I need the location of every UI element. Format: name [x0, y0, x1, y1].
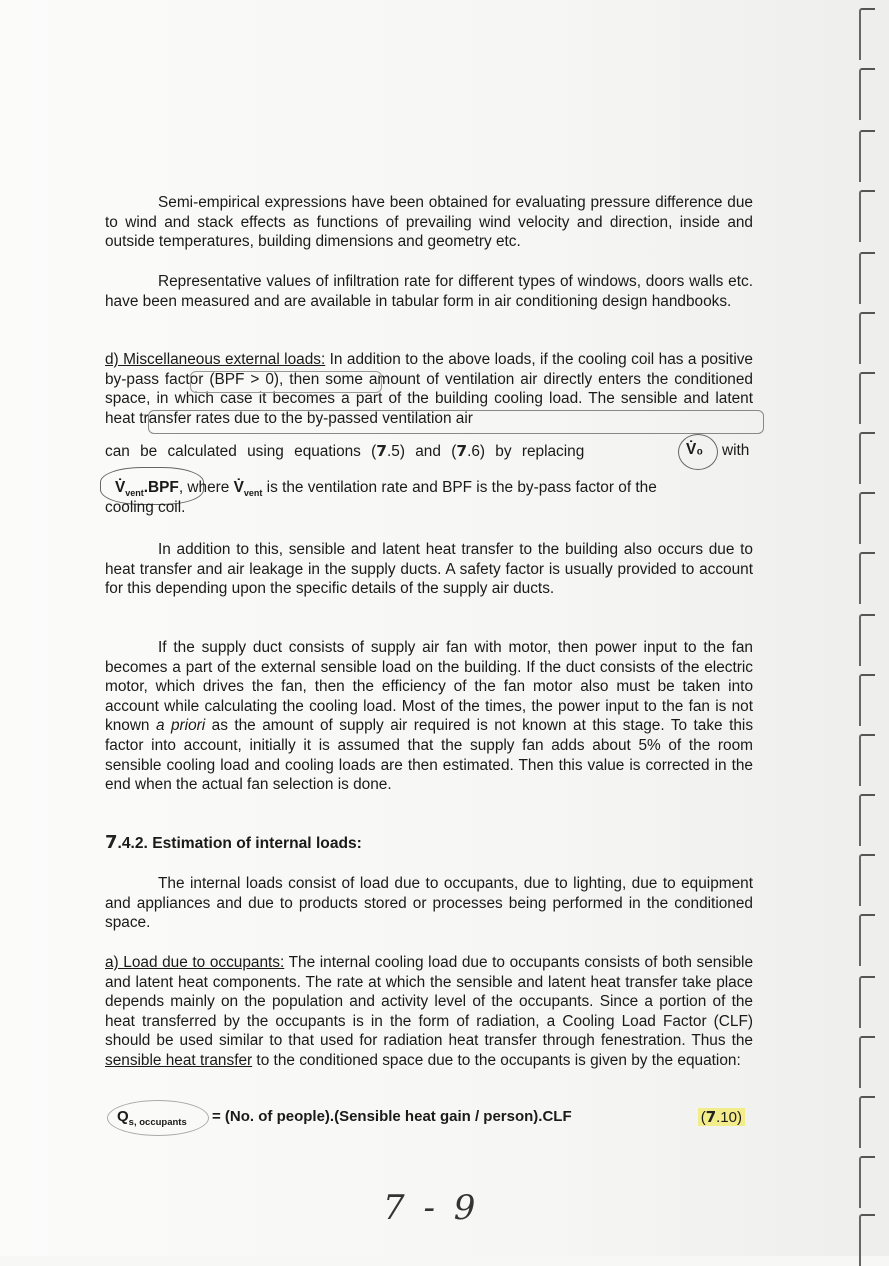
paragraph-supply-fan: If the supply duct consists of supply air fan with motor, then power input to the fan becomes a part of the external sensible load on the building. If the duct consists of the electric motor, which drives the fan, then the efficiency of the fan motor also must be taken into account while calculating the cooling load. Most of the times, the power input to the fan is not known a priori as the amount of supply air required is not known at this stage. To take this factor into account, initially it is assumed that the supply fan adds about 5% of the room sensible cooling load and cooling loads are then estimated. Then this value is corrected in the end when the actual fan selection is done. — [105, 639, 754, 794]
binder-holes — [855, 0, 875, 1256]
binder-mark — [859, 372, 875, 424]
binder-mark — [859, 734, 875, 786]
eq-ref-text-c: .6) by replacing — [467, 443, 585, 460]
sensible-heat-transfer-underlined: sensible heat transfer — [105, 1051, 253, 1069]
binder-mark — [859, 1156, 875, 1208]
paragraph-internal-loads: The internal loads consist of load due to occupants, due to lighting, due to equipment and appliances and due to products stored or processes being performed in the conditioned space. — [105, 875, 753, 932]
eq-ref-handwritten-7a: 7 — [376, 442, 388, 460]
equation-reference-line — [105, 442, 753, 462]
binder-mark — [859, 68, 875, 120]
binder-mark — [859, 432, 875, 484]
section-heading-internal-loads: 7.4.2. Estimation of internal loads: — [105, 832, 362, 853]
eq-ref-text-a: can be calculated using equations ( — [105, 443, 377, 460]
binder-mark — [859, 794, 875, 846]
where-text: , where — [178, 479, 230, 496]
binder-mark — [859, 674, 875, 726]
bpf-symbol: .BPF — [143, 479, 179, 496]
a-priori-italic: a priori — [155, 717, 206, 735]
binder-mark — [859, 1036, 875, 1088]
equation-number: (7.10) — [698, 1108, 745, 1126]
paragraph-wind-stack: Semi-empirical expressions have been obtained for evaluating pressure difference due to wind and stack effects as functions of prevailing wind velocity and direction, inside and outside temperatures, building dimensions and geometry etc. — [105, 194, 753, 251]
binder-mark — [859, 1096, 875, 1148]
with-word: with — [722, 442, 750, 459]
paragraph-infiltration-values: Representative values of infiltration rate for different types of windows, doors walls etc. have been measured and are available in tabular form in air conditioning design handbooks. — [105, 273, 753, 310]
paragraph-duct-leakage: In addition to this, sensible and latent heat transfer to the building also occurs due to heat transfer and air leakage in the supply ducts. A safety factor is usually provided to account for this depending upon the specific details of the supply air ducts. — [105, 541, 753, 598]
binder-mark — [859, 190, 875, 242]
binder-mark — [859, 614, 875, 666]
v0-symbol: V̇₀ — [686, 441, 704, 458]
misc-loads-body: In addition to the above loads, if the cooling coil has a positive by-pass factor (BPF > 0), then some amount of ventilation air directly enters the conditioned space, in which case it becomes a part of the building cooling load. The sensible and latent heat transfer rates due to the by-passed ventilation air — [105, 351, 753, 427]
binder-mark — [859, 492, 875, 544]
vvent-symbol: $V̇_{vent}$ — [115, 479, 144, 499]
equation-occupant-sensible — [105, 1106, 755, 1136]
sensible-latent-annotation-box — [148, 410, 764, 434]
binder-mark — [859, 312, 875, 364]
cooling-coil-line: cooling coil. — [105, 499, 186, 516]
eq-ref-handwritten-7b: 7 — [456, 442, 468, 460]
binder-mark — [859, 130, 875, 182]
equation-handwritten-7: 7 — [705, 1108, 717, 1126]
occupants-title: a) Load due to occupants: — [105, 954, 285, 971]
equation-lhs: $Q_{s, occupants}$ — [117, 1108, 187, 1128]
bpf-annotation-box — [190, 371, 382, 393]
misc-loads-title: d) Miscellaneous external loads: — [105, 351, 326, 368]
equation-rhs: = (No. of people).(Sensible heat gain / person).CLF — [212, 1108, 572, 1125]
vvent-symbol-2: $V̇_{vent}$ — [233, 479, 263, 499]
heading-handwritten-7: 7 — [105, 832, 118, 853]
binder-mark — [859, 252, 875, 304]
binder-mark — [859, 552, 875, 604]
binder-mark — [859, 914, 875, 966]
binder-mark — [859, 1214, 875, 1266]
eq-ref-text-b: .5) and ( — [387, 443, 457, 460]
binder-mark — [859, 976, 875, 1028]
page-number: 7 - 9 — [383, 1188, 480, 1228]
binder-mark — [859, 854, 875, 906]
vvent-definition-text: is the ventilation rate and BPF is the by-pass factor of the — [266, 479, 657, 496]
binder-mark — [859, 8, 875, 60]
paragraph-occupant-load: a) Load due to occupants: The internal cooling load due to occupants consists of both sensible and latent heat components. The rate at which the sensible and latent heat transfer take place depends mainly on the population and activity level of the occupants. Since a portion of the heat transferred by the occupants is in the form of radiation, a Cooling Load Factor (CLF) should be used similar to that used for radiation heat transfer through fenestration. Thus the sensible heat transfer to the conditioned space due to the occupants is given by the equation: — [105, 954, 753, 1069]
